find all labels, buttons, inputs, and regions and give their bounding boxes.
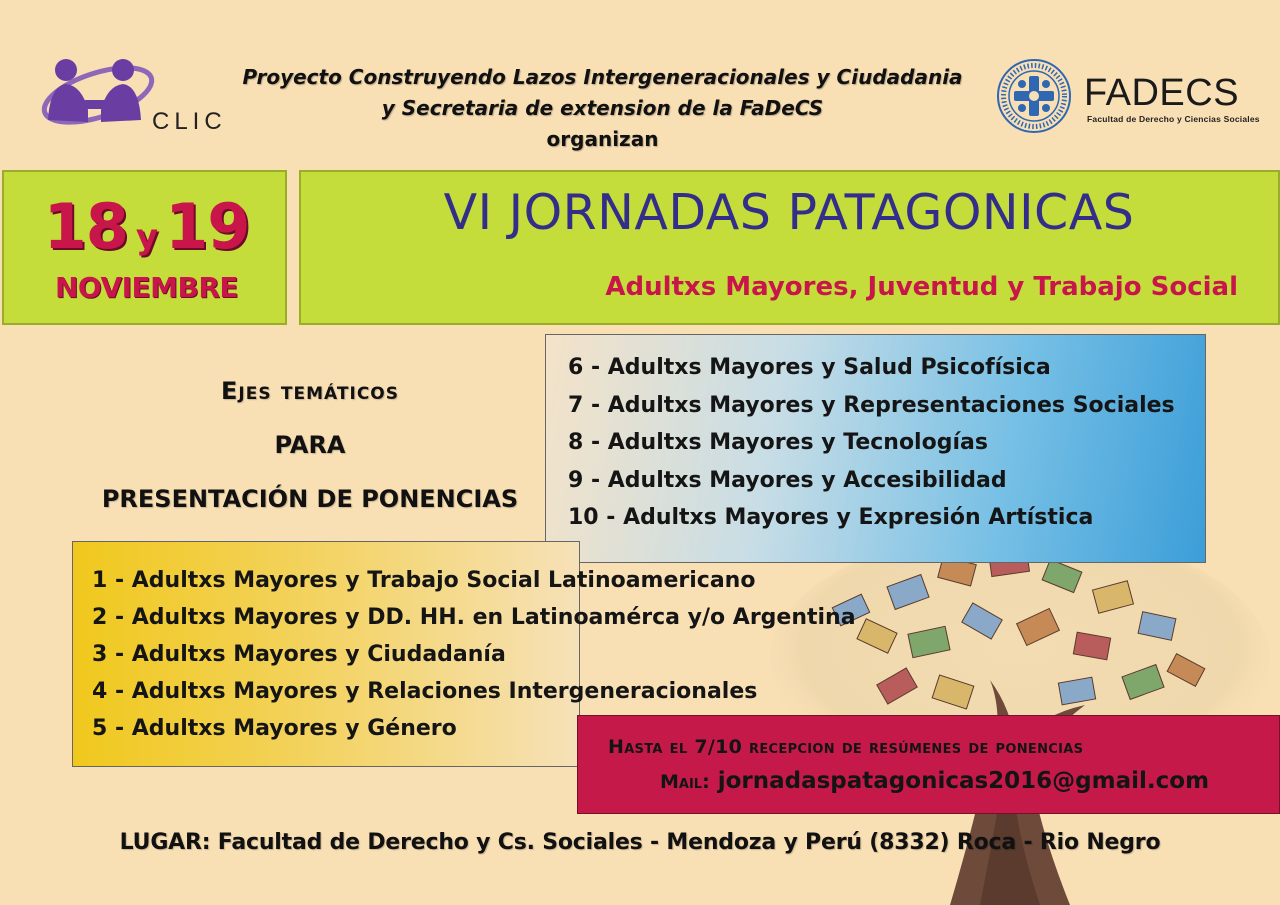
fadecs-logo-text: FADECS <box>1084 72 1240 114</box>
axes-list-right <box>568 349 1175 537</box>
date-conjunction: y <box>135 217 158 257</box>
organizer-line-2: y Secretaria de extension de la FaDeCS <box>381 96 824 120</box>
mail-line <box>660 768 1209 794</box>
list-item: 5 - Adultxs Mayores y Género <box>92 716 457 741</box>
organizer-line-3: organizan <box>546 127 659 151</box>
list-item: 9 - Adultxs Mayores y Accesibilidad <box>568 467 1007 493</box>
contact-email-link[interactable]: jornadaspatagonicas2016@gmail.com <box>717 768 1210 794</box>
event-month: NOVIEMBRE <box>54 271 239 304</box>
location-footer: LUGAR: Facultad de Derecho y Cs. Sociales - Mendoza y Perú (8332) Roca - Rio Negro <box>119 830 1161 855</box>
list-item: 6 - Adultxs Mayores y Salud Psicofísica <box>568 355 1051 380</box>
list-item: 1 - Adultxs Mayores y Trabajo Social Latinoamericano <box>92 568 756 593</box>
event-days <box>4 190 289 263</box>
list-item: 3 - Adultxs Mayores y Ciudadanía <box>92 642 506 667</box>
axes-heading-line-3: PRESENTACIÓN DE PONENCIAS <box>101 485 519 513</box>
list-item: 7 - Adultxs Mayores y Representaciones Sociales <box>568 392 1175 418</box>
axes-box-right <box>545 334 1206 563</box>
deadline-text: Hasta el 7/10 recepcion de resúmenes de ponencias <box>608 736 1084 758</box>
clic-logo-text: CLIC <box>152 108 227 135</box>
mail-label: Mail: <box>660 771 710 793</box>
university-seal-icon <box>996 58 1072 134</box>
event-title: VI JORNADAS PATAGONICAS <box>443 184 1135 241</box>
list-item: 10 - Adultxs Mayores y Expresión Artística <box>568 505 1094 530</box>
list-item: 4 - Adultxs Mayores y Relaciones Intergeneracionales <box>92 679 758 704</box>
date-box <box>2 170 287 325</box>
organizer-line-1: Proyecto Construyendo Lazos Intergeneracionales y Ciudadania <box>242 65 963 89</box>
day-start: 18 <box>43 190 128 263</box>
list-item: 2 - Adultxs Mayores y DD. HH. en Latinoamérca y/o Argentina <box>92 605 856 630</box>
organizer-block <box>230 62 975 155</box>
deadline-box <box>577 715 1280 814</box>
axes-heading <box>60 364 560 526</box>
title-box <box>299 170 1280 325</box>
fadecs-subtitle: Facultad de Derecho y Ciencias Sociales <box>1087 114 1260 124</box>
axes-heading-line-1: Ejes temáticos <box>221 377 399 405</box>
day-end: 19 <box>165 190 250 263</box>
list-item: 8 - Adultxs Mayores y Tecnologías <box>568 430 988 455</box>
axes-heading-line-2: PARA <box>274 431 346 459</box>
event-subtitle: Adultxs Mayores, Juventud y Trabajo Social <box>605 272 1238 302</box>
